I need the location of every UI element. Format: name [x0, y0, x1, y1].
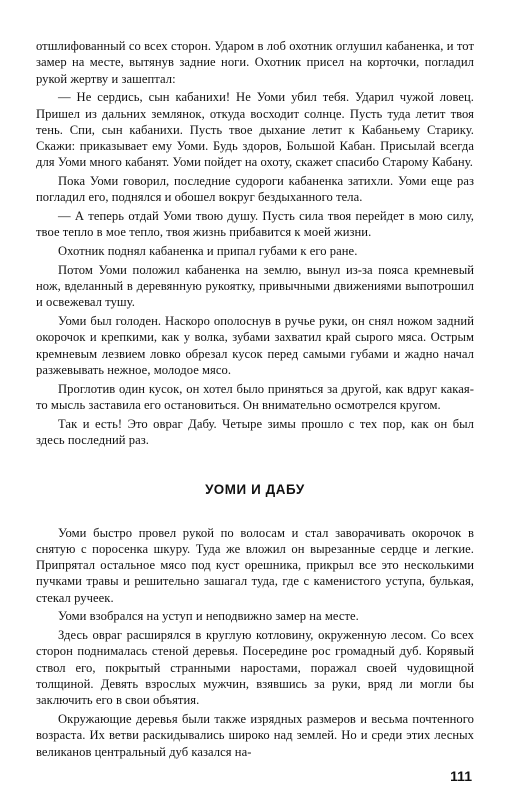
paragraph: Уоми был голоден. Наскоро ополоснув в ручье руки, он снял ножом задний окорочок и крепкими, как у волка, зубами захватил край сырого мяса. Острым кремневым лезвием ловко обрезал кусок перед самыми губами и жадно начал разжевывать нежное, молодое мясо. [36, 314, 474, 377]
paragraph: Здесь овраг расширялся в круглую котловину, окруженную лесом. Со всех сторон поднималась стеной деревья. Посередине рос громадный дуб. Корявый ствол его, покрытый странными наростами, поражал своей чудовищной толщиной. Девять взрослых мужчин, взявшись за руки, вряд ли могли бы заключить его в свои объятия. [36, 628, 474, 708]
paragraph: Окружающие деревья были также изрядных размеров и весьма почтенного возраста. Их ветви раскидывались широко над землей. Но и среди этих лесных великанов центральный дуб казался на- [36, 711, 474, 759]
paragraph: отшлифованный со всех сторон. Ударом в лоб охотник оглушил кабаненка, и тот замер на месте, вытянув задние ноги. Охотник присел на корточки, погладил рукой жертву и зашептал: [36, 39, 474, 86]
paragraph: Проглотив один кусок, он хотел было приняться за другой, как вдруг какая-то мысль заставила его остановиться. Он внимательно осмотрелся кругом. [36, 381, 474, 412]
paragraph: Охотник поднял кабаненка и припал губами к его ране. [58, 244, 358, 259]
paragraph: Уоми быстро провел рукой по волосам и стал заворачивать окорочок в снятую с поросенка шкуру. Туда же вложил он вырезанные сердце и легкие. Припрятал остальное мясо под куст орешника, прикрыл все это несколькими пучками травы и решительно зашагал туда, где с каменистого уступа, булькая, стекал ручеек. [36, 525, 474, 605]
paragraph: Так и есть! Это овраг Дабу. Четыре зимы прошло с тех пор, как он был здесь последний раз. [36, 416, 474, 447]
paragraph: — Не сердись, сын кабанихи! Не Уоми убил тебя. Ударил чужой ловец. Пришел из дальних землянок, откуда восходит солнце. Пусть туда летит твоя тень. Спи, сын кабанихи. Пусть твое дыхание летит к Кабаньему Старику. Скажи: приказывает ему Уоми. Будь здоров, Большой Кабан. Присылай всегда для Уоми много кабанят. Уоми пойдет на охоту, скажет спасибо Старому Кабану. [36, 90, 474, 170]
paragraph: Пока Уоми говорил, последние судороги кабаненка затихли. Уоми еще раз погладил его, поднялся и обошел вокруг бездыханного тела. [36, 174, 474, 205]
paragraph: — А теперь отдай Уоми твою душу. Пусть сила твоя перейдет в мою силу, твое тепло в мое тепло, твоя жизнь прибавится к моей жизни. [36, 209, 474, 240]
book-page [36, 38, 474, 760]
paragraph: Уоми взобрался на уступ и неподвижно замер на месте. [58, 609, 359, 624]
chapter-title: УОМИ И ДАБУ [205, 482, 305, 498]
paragraph: Потом Уоми положил кабаненка на землю, вынул из-за пояса кремневый нож, вделанный в деревянную рукоятку, привычными движениями выпотрошил и освежевал тушу. [36, 262, 474, 310]
page-number: 111 [450, 768, 472, 784]
